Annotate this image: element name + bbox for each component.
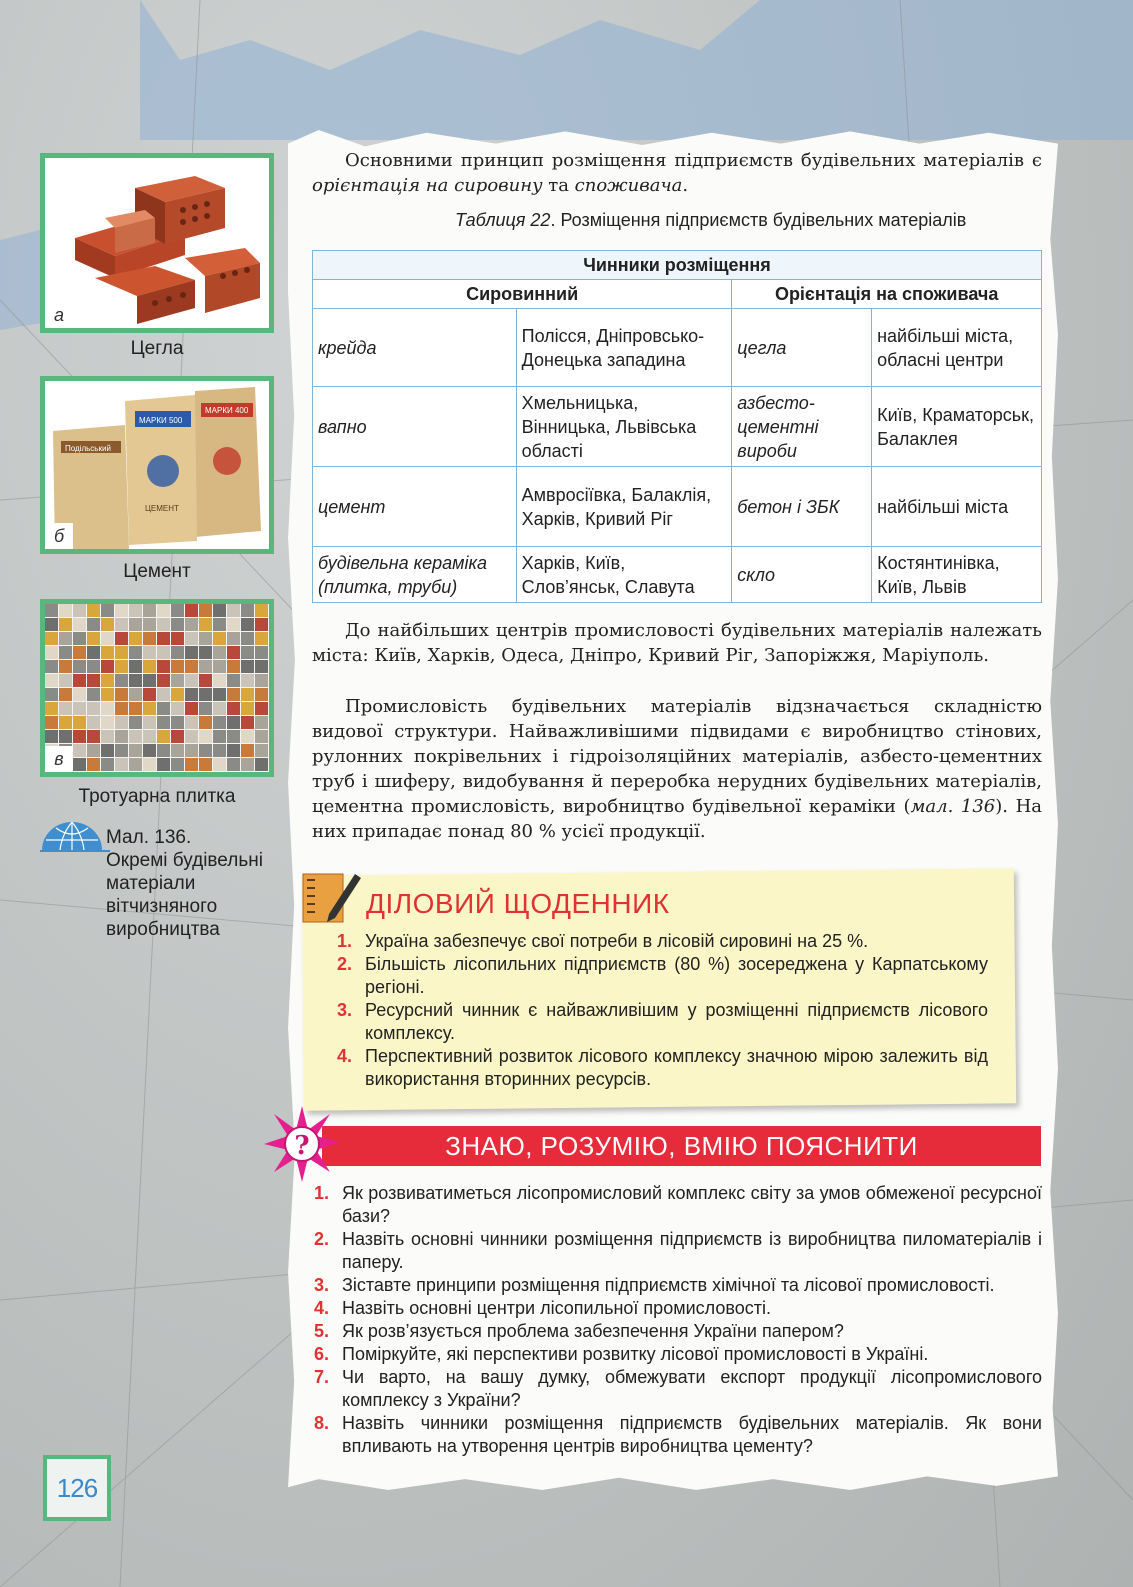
- table-header-row-sub: [313, 280, 1042, 309]
- tile: [241, 674, 254, 687]
- list-item-number: 8.: [314, 1413, 330, 1433]
- tile: [227, 688, 240, 701]
- list-item: [310, 1343, 1042, 1366]
- tile: [73, 618, 86, 631]
- tile: [87, 646, 100, 659]
- tile: [199, 646, 212, 659]
- list-item-text: Назвіть чинники розміщення підприємств будівельних матеріалів. Як вони впливають на утворення центрів виробництва цементу?: [342, 1413, 1042, 1456]
- intro-text-start: Основними принцип розміщення підприємств будівельних матеріалів є: [345, 150, 1042, 171]
- list-item-number: 2.: [314, 1229, 330, 1249]
- tile: [171, 702, 184, 715]
- bricks-image: [45, 158, 269, 328]
- tile: [115, 660, 128, 673]
- tile: [255, 716, 268, 729]
- list-item: [310, 1412, 1042, 1458]
- tile: [143, 632, 156, 645]
- tile: [199, 730, 212, 743]
- list-item-number: 3.: [314, 1275, 330, 1295]
- tile: [115, 604, 128, 617]
- tile: [101, 646, 114, 659]
- tile: [185, 618, 198, 631]
- tile: [45, 730, 58, 743]
- table-cell: крейда: [313, 309, 517, 387]
- tile: [171, 660, 184, 673]
- photo-letter-v: в: [45, 746, 73, 772]
- tile: [59, 674, 72, 687]
- tile: [241, 702, 254, 715]
- table-cell: Костянтинівка, Київ, Львів: [872, 547, 1042, 603]
- tile: [143, 646, 156, 659]
- tile: [115, 716, 128, 729]
- list-item-number: 3.: [337, 1000, 353, 1020]
- tile: [87, 674, 100, 687]
- tile: [115, 674, 128, 687]
- tile: [129, 660, 142, 673]
- tile: [73, 674, 86, 687]
- table-row: [313, 547, 1042, 603]
- list-item: [310, 1297, 1042, 1320]
- bag-label-brand: Подільський: [65, 444, 111, 453]
- tile: [241, 758, 254, 771]
- section-title: ЗНАЮ, РОЗУМІЮ, ВМІЮ ПОЯСНИТИ: [445, 1131, 918, 1161]
- tile: [129, 632, 142, 645]
- tile: [185, 730, 198, 743]
- list-item: [310, 1182, 1042, 1228]
- tile: [143, 674, 156, 687]
- tile: [255, 730, 268, 743]
- tile: [59, 730, 72, 743]
- table-cell: цемент: [313, 467, 517, 547]
- table-cell: цегла: [732, 309, 872, 387]
- tile: [185, 702, 198, 715]
- tile: [101, 716, 114, 729]
- tile: [73, 660, 86, 673]
- tile: [213, 688, 226, 701]
- tile: [255, 674, 268, 687]
- tile: [227, 758, 240, 771]
- tile: [227, 604, 240, 617]
- tile: [185, 716, 198, 729]
- notebook-pen-icon: [295, 866, 365, 928]
- tile: [101, 688, 114, 701]
- tile: [101, 632, 114, 645]
- question-star-icon: [262, 1104, 342, 1184]
- table-cell: Хмельницька, Вінницька, Львівська області: [516, 387, 732, 467]
- tile: [199, 632, 212, 645]
- tile: [185, 646, 198, 659]
- tile: [87, 730, 100, 743]
- photo-paving-tiles: [40, 599, 274, 777]
- tile: [255, 744, 268, 757]
- intro-emph-raw-material: орієнтація на сировину: [312, 175, 543, 196]
- tile: [241, 716, 254, 729]
- tile: [255, 702, 268, 715]
- table-row: [313, 387, 1042, 467]
- tile: [143, 618, 156, 631]
- tile: [73, 730, 86, 743]
- bag-label-cement: ЦЕМЕНТ: [145, 504, 179, 513]
- tile: [115, 646, 128, 659]
- tile: [129, 604, 142, 617]
- list-item-text: Як розв’язується проблема забезпечення України папером?: [342, 1321, 844, 1341]
- table-caption-text: . Розміщення підприємств будівельних матеріалів: [550, 210, 967, 230]
- tile: [45, 604, 58, 617]
- tile: [255, 758, 268, 771]
- list-item-text: Зіставте принципи розміщення підприємств хімічної та лісової промисловості.: [342, 1275, 995, 1295]
- list-item: [310, 1366, 1042, 1412]
- tile: [45, 646, 58, 659]
- list-item-number: 7.: [314, 1367, 330, 1387]
- table-caption: [455, 210, 966, 231]
- figure-reference: мал. 136: [910, 796, 996, 817]
- photo-caption-bricks: Цегла: [130, 338, 184, 359]
- tile: [199, 688, 212, 701]
- tile: [213, 744, 226, 757]
- tile: [171, 688, 184, 701]
- cities-paragraph: До найбільших центрів промисловості будівельних матеріалів належать міста: Київ, Харків, Одеса, Дніпро, Кривий Ріг, Запоріжжя, Маріуполь.: [312, 620, 1042, 666]
- tile: [213, 604, 226, 617]
- tile: [157, 758, 170, 771]
- tile: [213, 674, 226, 687]
- tile: [227, 702, 240, 715]
- tile: [157, 604, 170, 617]
- tile: [101, 618, 114, 631]
- tile: [73, 744, 86, 757]
- table-cell: Харків, Київ, Слов’янськ, Славута: [516, 547, 732, 603]
- page-number: 126: [56, 1473, 98, 1503]
- paving-tiles-image: [45, 604, 269, 772]
- tile: [115, 632, 128, 645]
- figure-caption-line: виробництва: [106, 919, 220, 940]
- list-item: [333, 953, 988, 999]
- list-item-text: Перспективний розвиток лісового комплексу значною мірою залежить від використання вторинних ресурсів.: [365, 1046, 988, 1089]
- tile: [213, 632, 226, 645]
- tile: [87, 688, 100, 701]
- tile: [143, 730, 156, 743]
- photo-bricks: [40, 153, 274, 333]
- list-item-text: Назвіть основні чинники розміщення підприємств із виробництва пиломатеріалів і паперу.: [342, 1229, 1042, 1272]
- tile: [157, 688, 170, 701]
- tile: [255, 688, 268, 701]
- bag-label-grade-500: МАРКИ 500: [139, 416, 183, 425]
- tile: [171, 758, 184, 771]
- tile: [157, 646, 170, 659]
- tile: [171, 730, 184, 743]
- table-row: [313, 467, 1042, 547]
- table-cell: будівельна кераміка (плитка, труби): [313, 547, 517, 603]
- tile: [213, 646, 226, 659]
- tile: [45, 688, 58, 701]
- tile: [101, 674, 114, 687]
- tile: [241, 688, 254, 701]
- tile: [115, 702, 128, 715]
- tile: [143, 688, 156, 701]
- tile: [157, 702, 170, 715]
- table-cell: найбільші міста, обласні центри: [872, 309, 1042, 387]
- tile: [185, 660, 198, 673]
- table-cell: Київ, Краматорськ, Балаклея: [872, 387, 1042, 467]
- tile: [101, 744, 114, 757]
- tile: [255, 632, 268, 645]
- tile: [241, 730, 254, 743]
- tile: [199, 674, 212, 687]
- table-cell: скло: [732, 547, 872, 603]
- tile: [101, 702, 114, 715]
- tile: [185, 604, 198, 617]
- tile: [171, 632, 184, 645]
- list-item-number: 4.: [314, 1298, 330, 1318]
- tile: [213, 618, 226, 631]
- list-item-text: Ресурсний чинник є найважливішим у розміщенні підприємств лісового комплексу.: [365, 1000, 988, 1043]
- list-item-number: 1.: [337, 931, 353, 951]
- tile: [87, 702, 100, 715]
- tile: [199, 618, 212, 631]
- tile: [73, 688, 86, 701]
- tile: [171, 646, 184, 659]
- tile: [185, 758, 198, 771]
- tile: [129, 744, 142, 757]
- list-item: [333, 999, 988, 1045]
- cement-bags-image: [45, 381, 269, 549]
- tile: [59, 688, 72, 701]
- tile: [157, 744, 170, 757]
- tile: [59, 660, 72, 673]
- table-caption-label: Таблиця 22: [455, 210, 551, 230]
- tile: [241, 744, 254, 757]
- tile: [227, 618, 240, 631]
- photo-letter-a: а: [45, 302, 73, 328]
- tile: [157, 730, 170, 743]
- list-item: [333, 1045, 988, 1091]
- page-number-box: [43, 1455, 111, 1521]
- tile: [227, 660, 240, 673]
- table-header-raw-material: Сировинний: [313, 280, 732, 309]
- tile: [101, 758, 114, 771]
- tile: [199, 744, 212, 757]
- tile: [115, 618, 128, 631]
- tile: [171, 674, 184, 687]
- tile: [101, 604, 114, 617]
- tile: [157, 660, 170, 673]
- tile: [213, 758, 226, 771]
- figure-caption-label: Мал. 136.: [106, 827, 192, 848]
- tile: [171, 618, 184, 631]
- tile: [87, 758, 100, 771]
- tile: [59, 716, 72, 729]
- tile: [171, 604, 184, 617]
- questions-list: [310, 1182, 1042, 1458]
- tile: [143, 758, 156, 771]
- tile: [59, 604, 72, 617]
- tile: [157, 618, 170, 631]
- tile: [227, 730, 240, 743]
- list-item: [310, 1274, 1042, 1297]
- bag-label-grade-400: МАРКИ 400: [205, 406, 249, 415]
- tile: [45, 716, 58, 729]
- tile: [129, 758, 142, 771]
- table-header-row-main: [313, 251, 1042, 280]
- tile: [59, 618, 72, 631]
- intro-text-end: .: [682, 175, 689, 196]
- tile: [227, 632, 240, 645]
- tile: [87, 604, 100, 617]
- tile: [213, 702, 226, 715]
- tile: [87, 744, 100, 757]
- tile: [185, 674, 198, 687]
- tile: [241, 604, 254, 617]
- tile: [227, 744, 240, 757]
- tile: [213, 716, 226, 729]
- table-cell: Амвросіївка, Балаклія, Харків, Кривий Ріг: [516, 467, 732, 547]
- list-item-number: 2.: [337, 954, 353, 974]
- placement-factors-table: [312, 250, 1042, 603]
- tile: [185, 744, 198, 757]
- table-cell: Полісся, Дніпровсько-Донецька западина: [516, 309, 732, 387]
- tile: [101, 660, 114, 673]
- table-row: [313, 309, 1042, 387]
- tile: [129, 716, 142, 729]
- tile: [199, 604, 212, 617]
- tile: [101, 730, 114, 743]
- section-header-bar: [322, 1126, 1041, 1166]
- list-item: [310, 1228, 1042, 1274]
- table-header-main: Чинники розміщення: [313, 251, 1042, 280]
- structure-paragraph: [312, 694, 1042, 844]
- globe-icon: [40, 820, 110, 854]
- tile: [129, 618, 142, 631]
- question-mark: ?: [294, 1131, 310, 1161]
- structure-text-end: ). На них припадає понад 80 % усієї продукції.: [312, 796, 1043, 842]
- tile: [213, 730, 226, 743]
- list-item-number: 1.: [314, 1183, 330, 1203]
- tile: [171, 716, 184, 729]
- tile: [45, 618, 58, 631]
- table-cell: азбесто-цементні вироби: [732, 387, 872, 467]
- list-item-text: Більшість лісопильних підприємств (80 %) зосереджена у Карпатському регіоні.: [365, 954, 988, 997]
- tile: [199, 716, 212, 729]
- tile: [129, 702, 142, 715]
- tile: [171, 744, 184, 757]
- tile: [73, 716, 86, 729]
- tile: [143, 604, 156, 617]
- tile: [73, 604, 86, 617]
- tile: [45, 702, 58, 715]
- photo-letter-b: б: [45, 523, 73, 549]
- tile: [143, 702, 156, 715]
- list-item: [333, 930, 988, 953]
- tile: [255, 660, 268, 673]
- table-cell: вапно: [313, 387, 517, 467]
- diary-title: ДІЛОВИЙ ЩОДЕННИК: [366, 888, 670, 919]
- tile: [73, 632, 86, 645]
- tile: [59, 702, 72, 715]
- tile: [129, 688, 142, 701]
- tile: [143, 716, 156, 729]
- list-item-text: Україна забезпечує свої потреби в лісовій сировині на 25 %.: [365, 931, 869, 951]
- table-cell: бетон і ЗБК: [732, 467, 872, 547]
- tile: [157, 716, 170, 729]
- intro-paragraph: [312, 148, 1042, 198]
- tile: [87, 632, 100, 645]
- tile: [143, 660, 156, 673]
- tile: [87, 618, 100, 631]
- figure-caption-line: вітчизняного: [106, 896, 218, 917]
- list-item-text: Як розвиватиметься лісопромисловий комплекс світу за умов обмеженої ресурсної бази?: [342, 1183, 1042, 1226]
- tile: [241, 660, 254, 673]
- table-cell: найбільші міста: [872, 467, 1042, 547]
- photo-caption-paving-tiles: Тротуарна плитка: [78, 786, 236, 807]
- list-item-number: 4.: [337, 1046, 353, 1066]
- diary-list: [333, 930, 988, 1091]
- tile: [199, 660, 212, 673]
- tile: [157, 632, 170, 645]
- tile: [241, 632, 254, 645]
- list-item: [310, 1320, 1042, 1343]
- tile: [87, 660, 100, 673]
- tile: [157, 674, 170, 687]
- tile: [115, 758, 128, 771]
- table-header-consumer: Орієнтація на споживача: [732, 280, 1042, 309]
- figure-caption: [106, 826, 263, 941]
- list-item-number: 5.: [314, 1321, 330, 1341]
- figure-caption-line: матеріали: [106, 873, 196, 894]
- tile: [227, 646, 240, 659]
- list-item-text: Назвіть основні центри лісопильної промисловості.: [342, 1298, 771, 1318]
- tile: [241, 646, 254, 659]
- tile: [115, 744, 128, 757]
- tile: [73, 646, 86, 659]
- intro-text-mid: та: [542, 175, 575, 196]
- photo-caption-cement: Цемент: [123, 561, 191, 582]
- tile: [185, 632, 198, 645]
- business-diary: [303, 872, 1015, 1107]
- list-item-number: 6.: [314, 1344, 330, 1364]
- tile: [129, 730, 142, 743]
- list-item-text: Поміркуйте, які перспективи розвитку лісової промисловості в Україні.: [342, 1344, 929, 1364]
- list-item-text: Чи варто, на вашу думку, обмежувати експорт продукції лісопромислового комплексу з України?: [342, 1367, 1042, 1410]
- tile: [255, 618, 268, 631]
- tile: [45, 660, 58, 673]
- photo-cement: [40, 376, 274, 554]
- tile: [73, 758, 86, 771]
- tile: [227, 674, 240, 687]
- tile: [199, 758, 212, 771]
- tile: [59, 632, 72, 645]
- tile: [73, 702, 86, 715]
- structure-text: Промисловість будівельних матеріалів відзначається складністю видової структури. Найважливішими підвидами є виробництво стінових, рулонних покрівельних і гідроізоляційних матеріалів, азбесто-цементних труб і шиферу, видобування й переробка нерудних будівельних матеріалів, цементна промисловість, виробництво будівельної кераміки (: [312, 696, 1042, 817]
- tile: [255, 646, 268, 659]
- tile: [213, 660, 226, 673]
- tile: [87, 716, 100, 729]
- tile: [185, 688, 198, 701]
- tile: [143, 744, 156, 757]
- tile: [129, 646, 142, 659]
- tile: [255, 604, 268, 617]
- intro-emph-consumer: споживача: [574, 175, 683, 196]
- figure-caption-line: Окремі будівельні: [106, 850, 263, 871]
- tile: [115, 688, 128, 701]
- tile: [241, 618, 254, 631]
- tile: [227, 716, 240, 729]
- tile: [45, 632, 58, 645]
- tile: [129, 674, 142, 687]
- tile: [199, 702, 212, 715]
- tile: [115, 730, 128, 743]
- tile: [45, 674, 58, 687]
- tile: [59, 646, 72, 659]
